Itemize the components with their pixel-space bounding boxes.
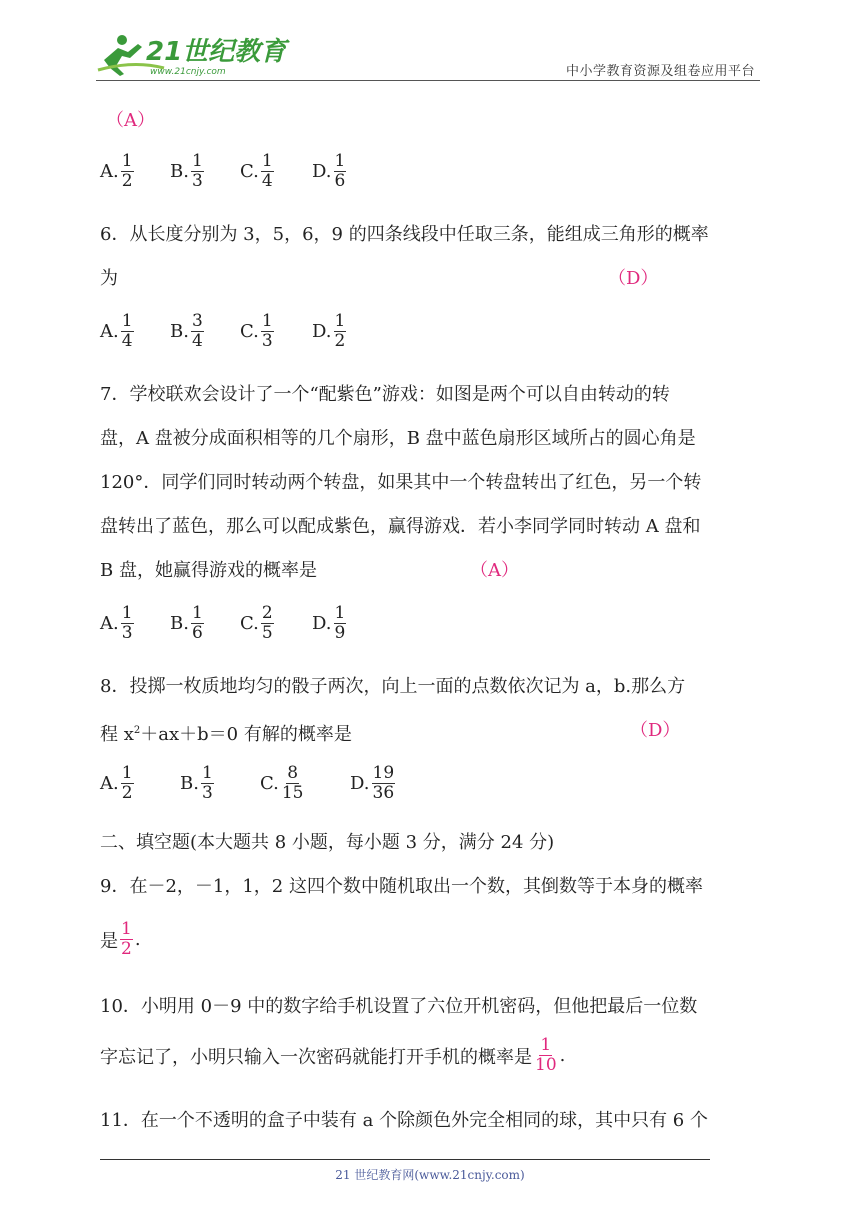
q8-option-d: D. $\frac{19}{36}$ (350, 763, 395, 803)
q7-option-a: A. $\frac{1}{3}$ (100, 603, 133, 643)
q7-option-c: C. $\frac{2}{5}$ (240, 603, 273, 643)
q10-answer: $\frac{1}{10}$ (535, 1035, 557, 1075)
q7-text-line2: 盘，A 盘被分成面积相等的几个扇形，B 盘中蓝色扇形区域所占的圆心角是 (100, 428, 696, 449)
q7-answer: （A） (470, 560, 519, 581)
header-divider (96, 80, 760, 81)
section-title: 二、填空题(本大题共 8 小题，每小题 3 分，满分 24 分) (100, 832, 555, 853)
q7-option-d: D. $\frac{1}{9}$ (312, 603, 346, 643)
q5-option-a: A. $\frac{1}{2}$ (100, 151, 133, 191)
q6-text-line2: 为 (100, 268, 118, 289)
q5-option-b: B. $\frac{1}{3}$ (170, 151, 203, 191)
q7-text-line5: B 盘，她赢得游戏的概率是 (100, 560, 317, 581)
q8-text-line2: 程 $x^2+ax+b=0$ 有解的概率是 (100, 724, 352, 745)
q7-text-line1: 7．学校联欢会设计了一个“配紫色”游戏：如图是两个可以自由转动的转 (100, 384, 670, 405)
footer-divider (100, 1159, 710, 1160)
q6-text-line1: 6．从长度分别为 3，5，6，9 的四条线段中任取三条，能组成三角形的概率 (100, 224, 709, 245)
q10-text-line1: 10．小明用 0－9 中的数字给手机设置了六位开机密码，但他把最后一位数 (100, 996, 698, 1017)
logo-text: 21世纪教育 (146, 37, 287, 67)
q6-option-a: A. $\frac{1}{4}$ (100, 311, 133, 351)
q6-option-d: D. $\frac{1}{2}$ (312, 311, 346, 351)
q7-text-line3: 120°．同学们同时转动两个转盘，如果其中一个转盘转出了红色，另一个转 (100, 472, 702, 493)
q10-text-line2: 字忘记了，小明只输入一次密码就能打开手机的概率是 $\frac{1}{10}$ . (100, 1035, 566, 1075)
q5-option-d: D. $\frac{1}{6}$ (312, 151, 346, 191)
logo (94, 30, 287, 80)
q6-option-c: C. $\frac{1}{3}$ (240, 311, 273, 351)
q6-option-b: B. $\frac{3}{4}$ (170, 311, 203, 351)
q5-answer: （A） (106, 110, 155, 131)
footer-link[interactable]: 21 世纪教育网(www.21cnjy.com) (335, 1168, 525, 1182)
site-name: 中小学教育资源及组卷应用平台 (566, 64, 756, 79)
q5-option-c: C. $\frac{1}{4}$ (240, 151, 273, 191)
q8-option-c: C. $\frac{8}{15}$ (260, 763, 304, 803)
q7-option-b: B. $\frac{1}{6}$ (170, 603, 203, 643)
page-header (0, 0, 860, 80)
q9-text-line1: 9．在－2，－1，1，2 这四个数中随机取出一个数，其倒数等于本身的概率 (100, 876, 703, 897)
logo-url: www.21cnjy.com (150, 67, 226, 77)
q7-text-line4: 盘转出了蓝色，那么可以配成紫色，赢得游戏．若小李同学同时转动 A 盘和 (100, 516, 701, 537)
q8-text-line1: 8．投掷一枚质地均匀的骰子两次，向上一面的点数依次记为 a，b.那么方 (100, 676, 686, 697)
q8-option-a: A. $\frac{1}{2}$ (100, 763, 133, 803)
q6-answer: （D） (608, 268, 659, 289)
q8-option-b: B. $\frac{1}{3}$ (180, 763, 213, 803)
q8-answer: （D） (630, 720, 681, 741)
q11-text-line1: 11．在一个不透明的盒子中装有 a 个除颜色外完全相同的球，其中只有 6 个 (100, 1110, 708, 1131)
q9-answer: $\frac{1}{2}$ (121, 919, 132, 959)
q9-text-line2: 是 $\frac{1}{2}$ . (100, 919, 141, 959)
